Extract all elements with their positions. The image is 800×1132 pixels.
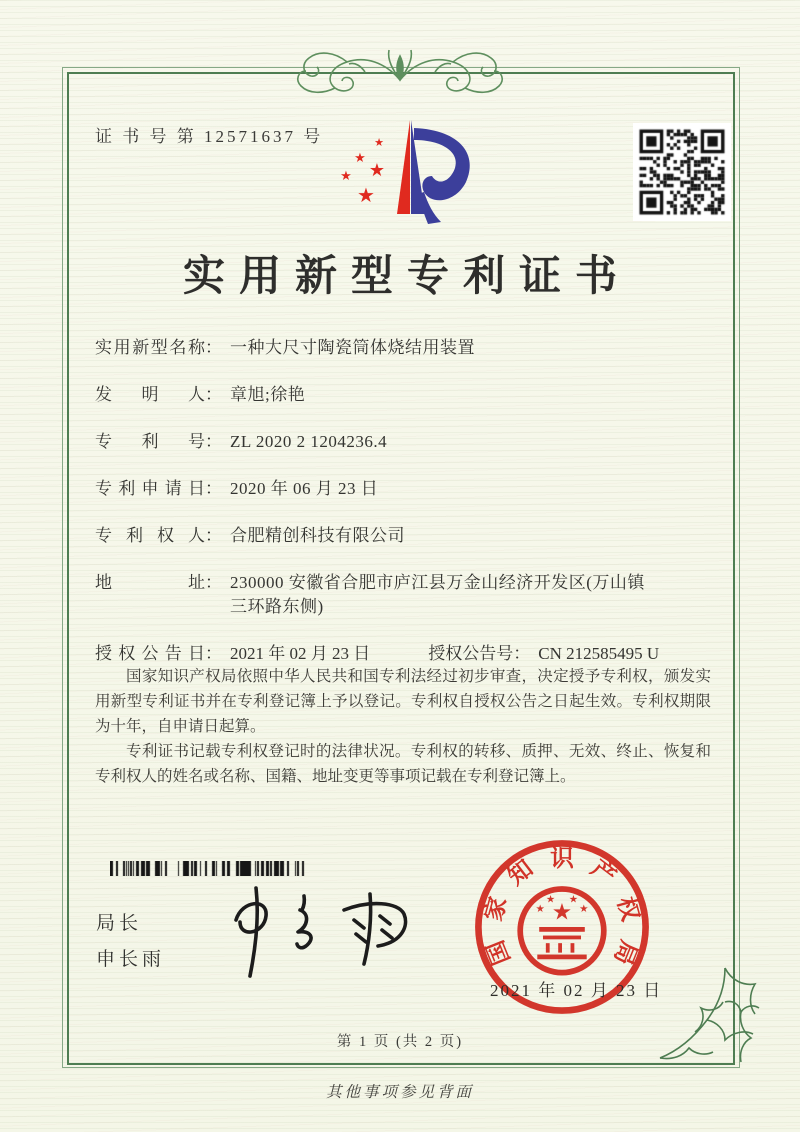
svg-text:★: ★ [545, 893, 556, 906]
svg-text:★: ★ [340, 169, 352, 184]
logo-stars [340, 136, 385, 207]
svg-text:★: ★ [357, 183, 375, 207]
field-filing-date: 专利申请日 ： 2020 年 06 月 23 日 [95, 477, 713, 501]
legal-paragraph-2: 专利证书记载专利权登记时的法律状况。专利权的转移、质押、无效、终止、恢复和专利权人的姓名或名称、国籍、地址变更等事项记载在专利登记簿上。 [95, 743, 711, 785]
field-value: 2020 年 06 月 23 日 [230, 479, 379, 498]
seal-national-emblem [520, 889, 604, 973]
top-flourish-ornament [265, 42, 535, 102]
fields-block [95, 336, 713, 689]
field-patentee: 专利权人 ： 合肥精创科技有限公司 [95, 524, 713, 548]
field-grant-number: 授权公告号 ： CN 212585495 U [428, 642, 659, 666]
page-number: 第 1 页 (共 2 页) [336, 1034, 464, 1050]
field-value: ZL 2020 2 1204236.4 [230, 432, 388, 451]
svg-text:国: 国 [482, 936, 516, 969]
field-value: 章旭;徐艳 [230, 385, 306, 404]
logo-spike-red [397, 120, 410, 214]
field-utility-model-name: 实用新型名称 ： 一种大尺寸陶瓷筒体烧结用装置 [95, 336, 713, 360]
legal-paragraph-1: 国家知识产权局依照中华人民共和国专利法经过初步审查，决定授予专利权，颁发实用新型专利证书并在专利登记簿上予以登记。专利权自授权公告之日起生效。专利权期限为十年，自申请日起算。 [95, 668, 711, 735]
back-side-note: 其他事项参见背面 [325, 1084, 474, 1101]
barcode [110, 861, 310, 876]
field-label: 发明人 [95, 385, 205, 404]
field-grant-publication: 授权公告日 ： 2021 年 02 月 23 日 授权公告号 ： CN 212585495 U [95, 642, 713, 666]
svg-text:权: 权 [611, 894, 644, 924]
field-value: 合肥精创科技有限公司 [230, 526, 405, 545]
handwritten-signature [212, 882, 422, 987]
svg-text:家: 家 [480, 894, 513, 924]
field-label: 授权公告日 [95, 644, 205, 663]
svg-text:产: 产 [585, 855, 621, 891]
commissioner-title: 局长 [96, 913, 143, 934]
svg-text:★: ★ [368, 160, 386, 181]
commissioner-name: 申长雨 [96, 949, 166, 970]
field-label: 专利号 [95, 432, 205, 451]
corner-flourish-ornament [655, 962, 770, 1074]
certificate-title: 实用新型专利证书 [182, 254, 631, 300]
field-label: 专利申请日 [95, 479, 205, 498]
svg-text:识: 识 [550, 846, 574, 873]
field-value: 230000 安徽省合肥市庐江县万金山经济开发区(万山镇三环路东侧) [230, 573, 645, 616]
svg-text:★: ★ [354, 151, 366, 166]
field-label: 地址 [95, 573, 205, 592]
seal-date: 2021 年 02 月 23 日 [490, 981, 663, 1000]
field-label: 专利权人 [95, 526, 205, 545]
svg-text:知: 知 [503, 855, 539, 891]
svg-text:★: ★ [535, 902, 545, 915]
certificate-number: 证 书 号 第 12571637 号 [95, 127, 324, 146]
qr-code [633, 123, 731, 221]
svg-text:局: 局 [608, 936, 642, 969]
field-patent-number: 专利号 ： ZL 2020 2 1204236.4 [95, 430, 713, 454]
svg-text:★: ★ [579, 902, 589, 915]
logo-p-bowl [414, 128, 470, 200]
field-value: 2021 年 02 月 23 日 [230, 644, 371, 663]
svg-text:★: ★ [551, 899, 573, 926]
legal-text [95, 664, 711, 789]
field-label: 实用新型名称 [95, 338, 205, 357]
field-inventors: 发明人 ： 章旭;徐艳 [95, 383, 713, 407]
field-address: 地址 ： 230000 安徽省合肥市庐江县万金山经济开发区(万山镇三环路东侧) [95, 571, 713, 619]
field-value: CN 212585495 U [538, 644, 660, 663]
svg-text:★: ★ [568, 893, 579, 906]
svg-text:★: ★ [374, 136, 384, 149]
field-label: 授权公告号 [428, 644, 514, 663]
cnipa-logo [322, 110, 487, 228]
field-value: 一种大尺寸陶瓷筒体烧结用装置 [230, 338, 475, 357]
